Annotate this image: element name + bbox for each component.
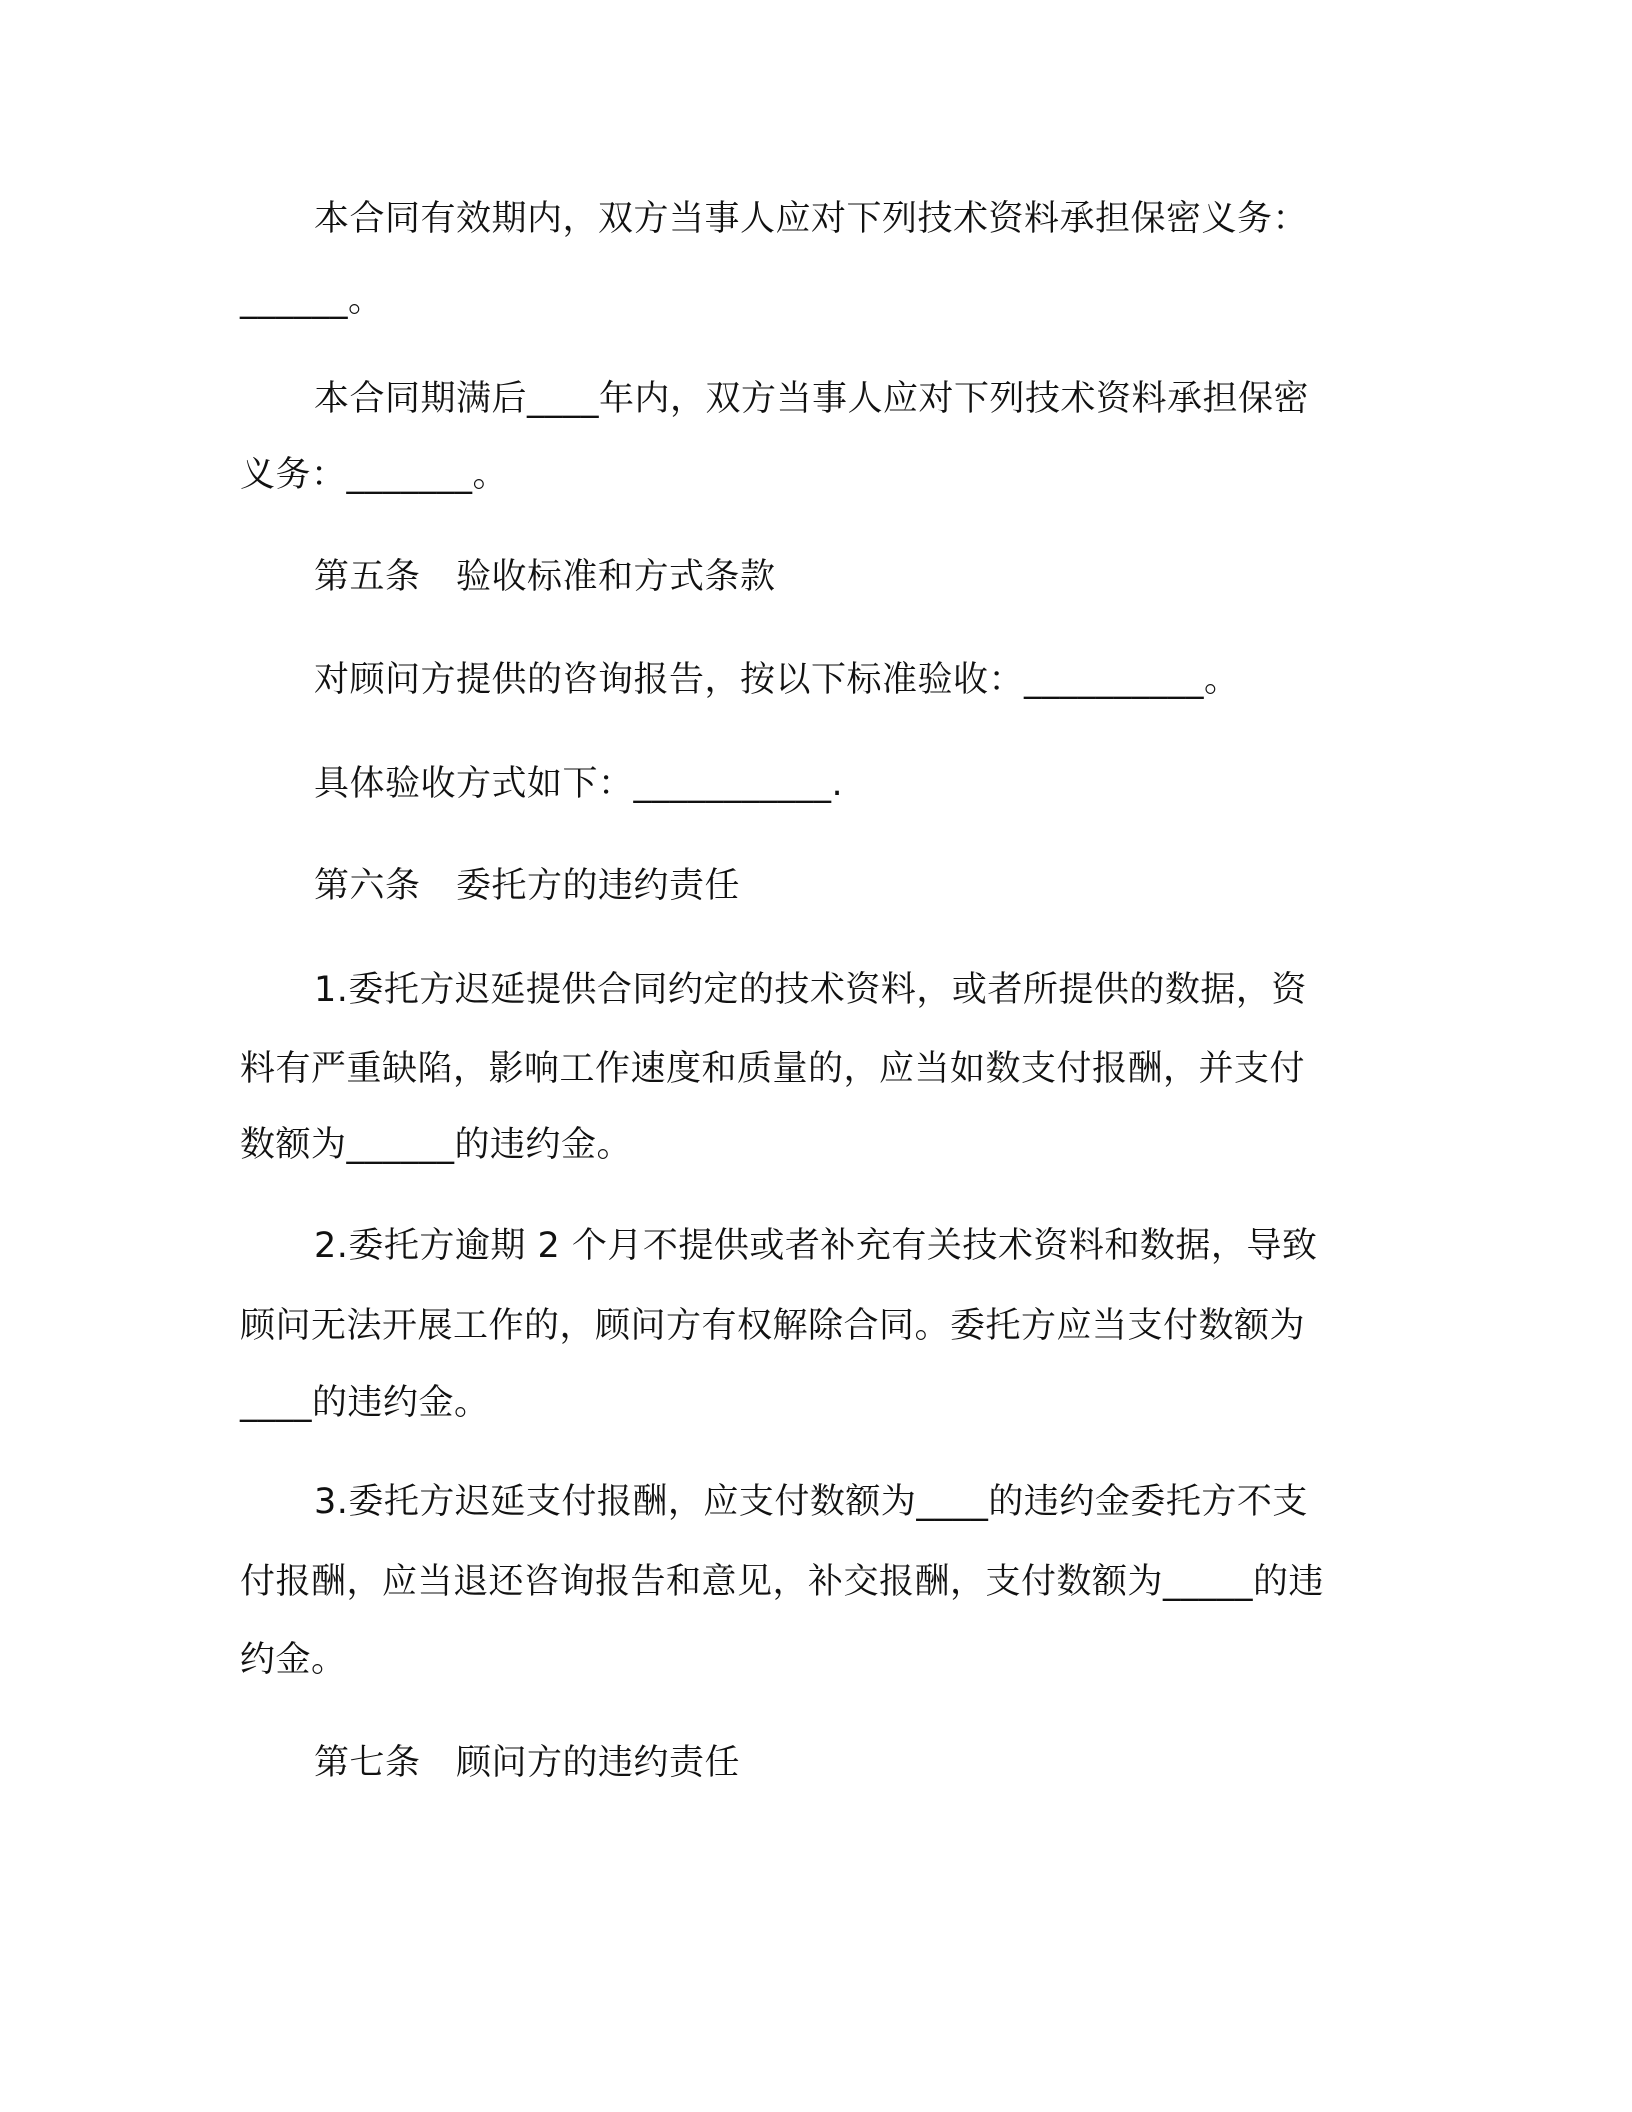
article-6-heading: 第六条 委托方的违约责任 [314,866,741,906]
acceptance-standard-line: 对顾问方提供的咨询报告，按以下标准验收：__________。 [314,660,1240,700]
post-term-confidentiality-line-1: 本合同期满后____年内，双方当事人应对下列技术资料承担保密 [314,379,1310,419]
clause-6-3-line-1: 3.委托方迟延支付报酬，应支付数额为____的违约金委托方不支 [314,1482,1308,1522]
clause-6-2-line-2: 顾问无法开展工作的，顾问方有权解除合同。委托方应当支付数额为 [240,1306,1306,1346]
confidentiality-clause-line-1: 本合同有效期内，双方当事人应对下列技术资料承担保密义务： [314,199,1309,239]
acceptance-method-line: 具体验收方式如下：___________. [314,764,844,804]
clause-6-2-line-3: ____的违约金。 [240,1383,490,1423]
confidentiality-clause-line-2: ______。 [240,280,384,320]
post-term-confidentiality-line-2: 义务：_______。 [240,455,509,495]
article-7-heading: 第七条 顾问方的违约责任 [314,1743,741,1783]
clause-6-3-line-2: 付报酬，应当退还咨询报告和意见，补交报酬，支付数额为_____的违 [240,1562,1325,1602]
clause-6-3-line-3: 约金。 [240,1640,347,1680]
clause-6-1-line-1: 1.委托方迟延提供合同约定的技术资料，或者所提供的数据，资 [314,970,1307,1010]
clause-6-1-line-3: 数额为______的违约金。 [240,1125,633,1165]
clause-6-2-line-1: 2.委托方逾期 2 个月不提供或者补充有关技术资料和数据，导致 [314,1226,1318,1266]
clause-6-1-line-2: 料有严重缺陷，影响工作速度和质量的，应当如数支付报酬，并支付 [240,1049,1306,1089]
article-5-heading: 第五条 验收标准和方式条款 [314,557,776,597]
